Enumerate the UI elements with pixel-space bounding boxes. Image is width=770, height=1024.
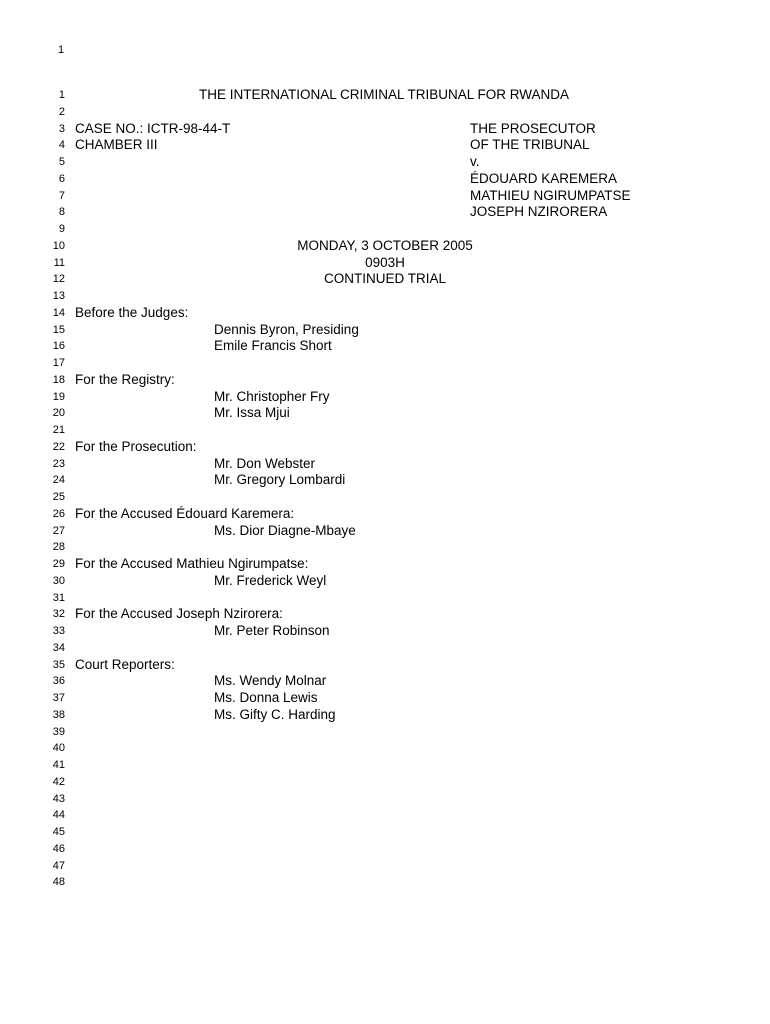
transcript-line	[0, 154, 770, 171]
line-number: 41	[52, 759, 65, 771]
line-number: 42	[52, 775, 65, 788]
judge-name: Emile Francis Short	[214, 338, 332, 354]
line-number: 40	[52, 742, 65, 755]
session-time: 0903H	[365, 254, 405, 270]
transcript-line	[0, 556, 770, 573]
transcript-line	[0, 389, 770, 406]
transcript-line	[0, 188, 770, 205]
reporter-name: Ms. Wendy Molnar	[214, 673, 327, 689]
prosecutor-line-1: THE PROSECUTOR	[470, 120, 596, 136]
line-number: 2	[58, 105, 65, 118]
line-number: 33	[52, 625, 65, 637]
transcript-line	[0, 673, 770, 690]
line-number: 46	[52, 842, 65, 855]
registry-name: Mr. Christopher Fry	[214, 388, 330, 404]
line-number: 14	[52, 306, 65, 319]
transcript-line	[0, 288, 770, 305]
reporter-name: Ms. Gifty C. Harding	[214, 706, 336, 722]
transcript-line	[0, 171, 770, 188]
line-number: 20	[52, 407, 65, 420]
registry-heading: For the Registry:	[75, 371, 175, 387]
chamber: CHAMBER III	[75, 137, 158, 153]
line-number: 38	[52, 708, 65, 721]
line-number: 7	[58, 189, 65, 202]
line-number: 36	[52, 675, 65, 688]
transcript-line	[0, 606, 770, 623]
transcript-line	[0, 322, 770, 339]
counsel-name: Ms. Dior Diagne-Mbaye	[214, 522, 356, 538]
transcript-line	[0, 774, 770, 791]
line-number: 4	[58, 139, 65, 152]
line-number: 1	[58, 89, 65, 101]
transcript-line	[0, 221, 770, 238]
line-number: 5	[58, 156, 65, 168]
transcript-line	[0, 439, 770, 456]
line-number: 16	[52, 340, 65, 353]
judge-name: Dennis Byron, Presiding	[214, 321, 359, 337]
line-number: 29	[52, 558, 65, 570]
transcript-line	[0, 757, 770, 774]
transcript-line	[0, 740, 770, 757]
line-number: 3	[58, 122, 65, 135]
line-number: 15	[52, 323, 65, 336]
transcript-line	[0, 874, 770, 891]
transcript-line	[0, 489, 770, 506]
transcript-line	[0, 690, 770, 707]
transcript-line	[0, 707, 770, 724]
transcript-line	[0, 539, 770, 556]
transcript-line	[0, 355, 770, 372]
accused-name: JOSEPH NZIRORERA	[470, 204, 608, 220]
transcript-line	[0, 807, 770, 824]
transcript-line	[0, 87, 770, 104]
transcript-line	[0, 640, 770, 657]
line-number: 21	[52, 424, 65, 436]
line-number: 31	[52, 591, 65, 604]
transcript-line	[0, 121, 770, 138]
line-number: 18	[52, 373, 65, 386]
line-number: 17	[52, 357, 65, 369]
line-number: 39	[52, 725, 65, 738]
transcript-body	[0, 87, 770, 891]
transcript-line	[0, 338, 770, 355]
counsel-name: Mr. Peter Robinson	[214, 623, 330, 638]
line-number: 34	[52, 641, 65, 654]
line-number: 32	[52, 608, 65, 621]
line-number: 47	[52, 859, 65, 872]
transcript-line	[0, 657, 770, 674]
page-number: 1	[58, 44, 65, 56]
line-number: 44	[52, 809, 65, 822]
line-number: 10	[52, 239, 65, 252]
transcript-line	[0, 841, 770, 858]
transcript-line	[0, 422, 770, 439]
line-number: 8	[58, 206, 65, 219]
nzirorera-counsel-heading: For the Accused Joseph Nzirorera:	[75, 606, 283, 622]
line-number: 30	[52, 574, 65, 587]
transcript-line	[0, 623, 770, 640]
line-number: 28	[52, 541, 65, 554]
prosecutor-line-2: OF THE TRIBUNAL	[470, 137, 590, 153]
transcript-line	[0, 405, 770, 422]
transcript-line	[0, 204, 770, 221]
tribunal-title: THE INTERNATIONAL CRIMINAL TRIBUNAL FOR RWANDA	[198, 87, 570, 102]
prosecution-heading: For the Prosecution:	[75, 438, 197, 454]
line-number: 6	[58, 172, 65, 185]
transcript-line	[0, 724, 770, 741]
transcript-line	[0, 456, 770, 473]
transcript-line	[0, 104, 770, 121]
transcript-line	[0, 305, 770, 322]
line-number: 19	[52, 390, 65, 403]
transcript-line	[0, 472, 770, 489]
case-number: CASE NO.: ICTR-98-44-T	[75, 120, 231, 136]
transcript-line	[0, 271, 770, 288]
transcript-line	[0, 506, 770, 523]
line-number: 43	[52, 792, 65, 805]
line-number: 27	[52, 524, 65, 537]
line-number: 24	[52, 474, 65, 487]
line-number: 22	[52, 440, 65, 453]
transcript-line	[0, 255, 770, 272]
line-number: 25	[52, 491, 65, 503]
accused-name: MATHIEU NGIRUMPATSE	[470, 187, 631, 203]
line-number: 48	[52, 876, 65, 889]
line-number: 35	[52, 658, 65, 671]
session-date: MONDAY, 3 OCTOBER 2005	[297, 237, 473, 253]
transcript-line	[0, 523, 770, 540]
accused-name: ÉDOUARD KAREMERA	[470, 170, 618, 186]
registry-name: Mr. Issa Mjui	[214, 405, 290, 421]
line-number: 37	[52, 692, 65, 704]
versus: v.	[470, 154, 480, 169]
reporters-heading: Court Reporters:	[75, 656, 175, 672]
transcript-line	[0, 791, 770, 808]
line-number: 11	[53, 256, 65, 269]
transcript-line	[0, 590, 770, 607]
line-number: 12	[52, 273, 65, 286]
karemera-counsel-heading: For the Accused Édouard Karemera:	[75, 505, 295, 521]
line-number: 45	[52, 826, 65, 838]
session-type: CONTINUED TRIAL	[323, 271, 446, 287]
transcript-line	[0, 824, 770, 841]
ngirumpatse-counsel-heading: For the Accused Mathieu Ngirumpatse:	[75, 556, 309, 571]
line-number: 13	[52, 290, 65, 302]
transcript-line	[0, 137, 770, 154]
line-number: 26	[52, 507, 65, 520]
transcript-line	[0, 372, 770, 389]
line-number: 23	[52, 457, 65, 470]
counsel-name: Mr. Frederick Weyl	[214, 572, 327, 588]
transcript-line	[0, 858, 770, 875]
transcript-line	[0, 238, 770, 255]
prosecution-name: Mr. Gregory Lombardi	[214, 472, 346, 488]
line-number: 9	[58, 223, 65, 235]
prosecution-name: Mr. Don Webster	[214, 455, 316, 471]
judges-heading: Before the Judges:	[75, 304, 189, 320]
reporter-name: Ms. Donna Lewis	[214, 690, 318, 705]
transcript-line	[0, 573, 770, 590]
